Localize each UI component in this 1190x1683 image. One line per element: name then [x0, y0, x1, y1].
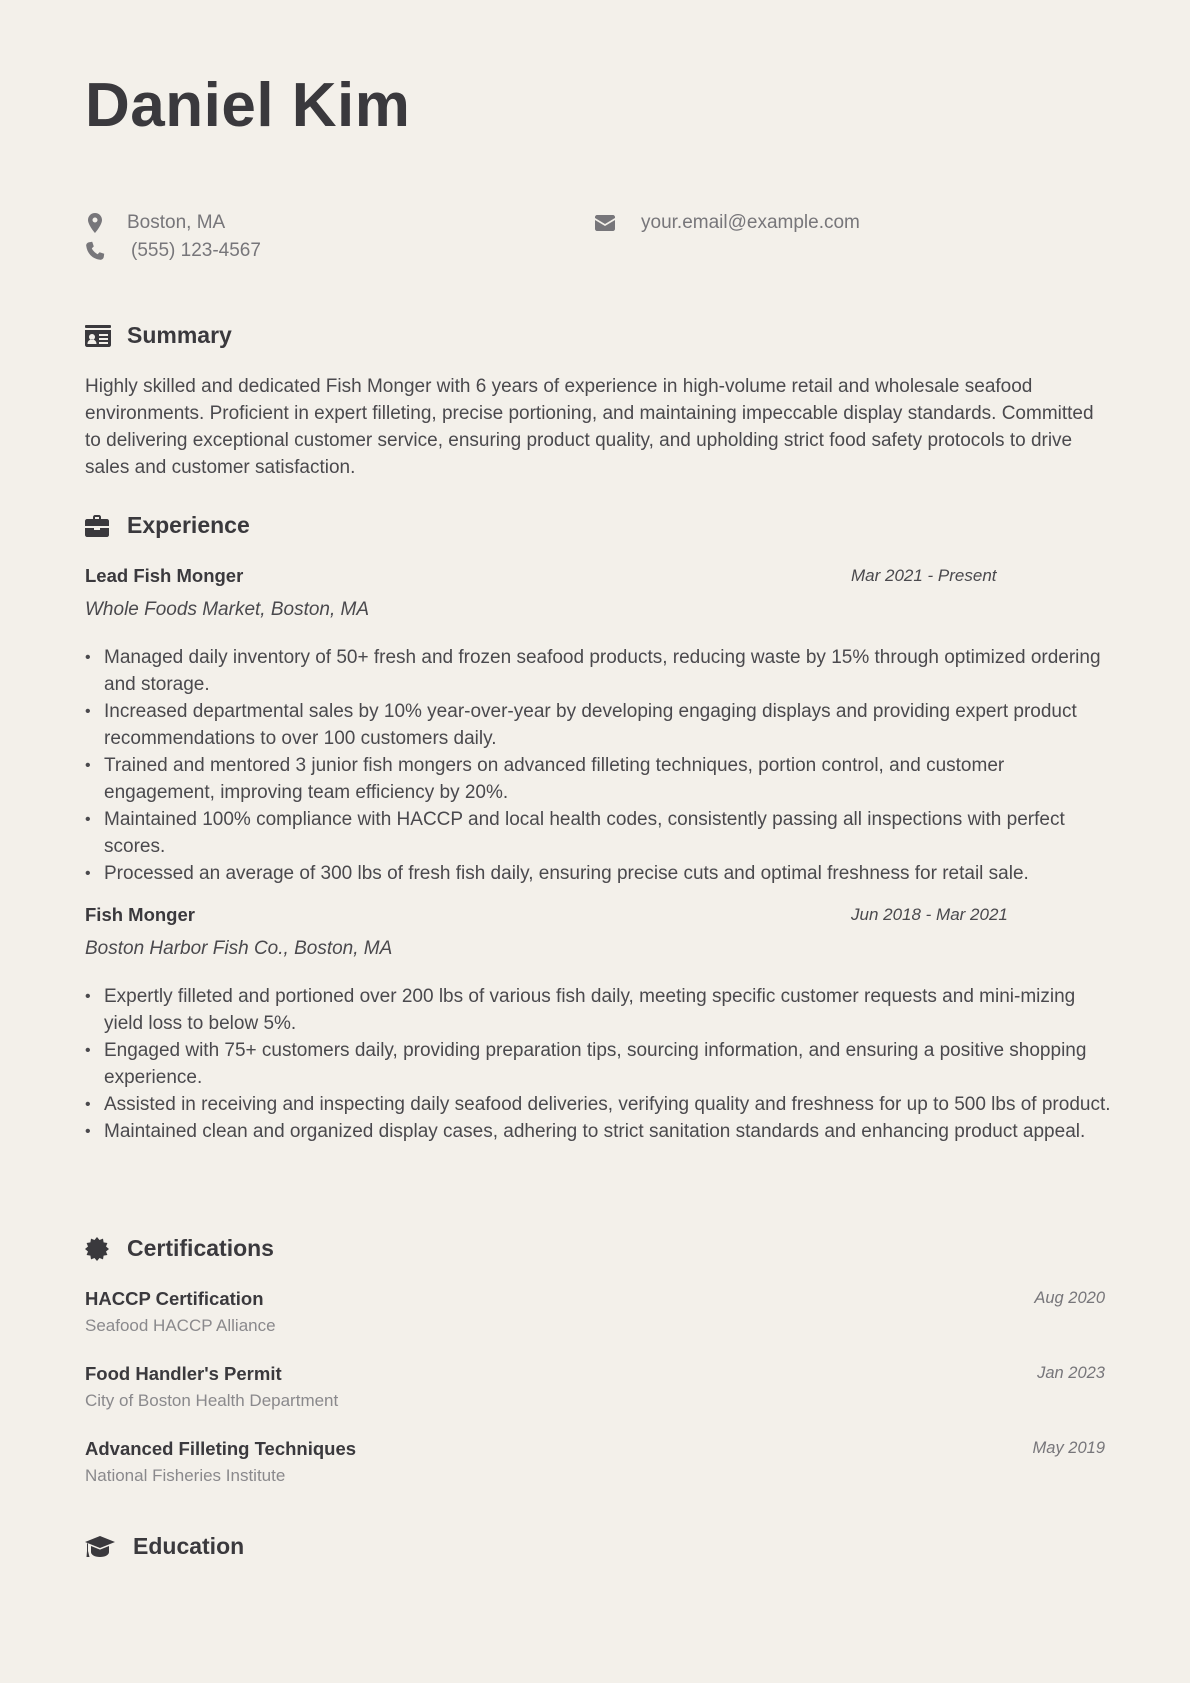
experience-title: Experience — [127, 512, 250, 538]
cert-date: May 2019 — [1032, 1439, 1105, 1457]
phone-icon — [85, 241, 105, 261]
summary-text: Highly skilled and dedicated Fish Monger with 6 years of experience in high-volume retail and wholesale seafood environments. Proficient in expert filleting, precise portioning, and maintaining impeccable display standards. Committed to delivering exceptional customer service, ensuring product quality, and upholding strict food safety protocols to drive sales and customer satisfaction. — [85, 376, 1094, 478]
job-bullet: • Trained and mentored 3 junior fish mongers on advanced filleting techniques, portion control, and customer engagement, improving team efficiency by 20%. — [85, 752, 1115, 806]
job-bullet: • Managed daily inventory of 50+ fresh and frozen seafood products, reducing waste by 15% through optimized ordering and storage. — [85, 644, 1115, 698]
envelope-icon — [595, 213, 615, 233]
education-heading — [85, 1533, 244, 1560]
job-bullet: • Maintained 100% compliance with HACCP and local health codes, consistently passing all inspections with perfect scores. — [85, 806, 1115, 860]
cert-issuer: National Fisheries Institute — [85, 1466, 286, 1485]
cert-date: Aug 2020 — [1034, 1289, 1105, 1307]
candidate-name: Daniel Kim — [85, 71, 411, 140]
certificate-badge-icon — [85, 1236, 113, 1262]
cert-issuer: Seafood HACCP Alliance — [85, 1316, 276, 1335]
summary-title: Summary — [127, 322, 232, 348]
job-title: Lead Fish Monger — [85, 565, 244, 586]
job-company: Whole Foods Market, Boston, MA — [85, 599, 370, 620]
job-bullet: • Increased departmental sales by 10% year-over-year by developing engaging displays and providing expert product recommendations to over 100 customers daily. — [85, 698, 1115, 752]
education-title: Education — [133, 1533, 245, 1559]
map-marker-icon — [85, 213, 105, 233]
contact-location — [85, 212, 225, 234]
contact-email — [595, 212, 860, 234]
summary-heading — [85, 322, 232, 349]
job-dates: Mar 2021 - Present — [851, 566, 997, 585]
cert-name: HACCP Certification — [85, 1288, 264, 1309]
phone-text: (555) 123-4567 — [131, 240, 261, 261]
certifications-heading — [85, 1235, 274, 1262]
cert-date: Jan 2023 — [1037, 1364, 1105, 1382]
certifications-title: Certifications — [127, 1235, 274, 1261]
job-bullet: • Expertly filleted and portioned over 200 lbs of various fish daily, meeting specific customer requests and mini-mizing yield loss to below 5%. — [85, 983, 1115, 1037]
id-card-icon — [85, 323, 113, 349]
cert-name: Food Handler's Permit — [85, 1363, 282, 1384]
email-text[interactable]: your.email@example.com — [641, 212, 860, 233]
job-bullet: • Assisted in receiving and inspecting daily seafood deliveries, verifying quality and freshness for up to 500 lbs of product. — [85, 1091, 1115, 1118]
graduation-cap-icon — [85, 1534, 117, 1560]
job-bullet: • Engaged with 75+ customers daily, providing preparation tips, sourcing information, and ensuring a positive shopping experience. — [85, 1037, 1115, 1091]
contact-phone — [85, 240, 261, 262]
briefcase-icon — [85, 513, 113, 539]
job-bullet: • Maintained clean and organized display cases, adhering to strict sanitation standards and enhancing product appeal. — [85, 1118, 1115, 1145]
job-dates: Jun 2018 - Mar 2021 — [851, 905, 1008, 924]
job-bullets — [85, 983, 1115, 1145]
job-title: Fish Monger — [85, 904, 195, 925]
job-bullets — [85, 644, 1115, 887]
experience-heading — [85, 512, 250, 539]
cert-name: Advanced Filleting Techniques — [85, 1438, 357, 1459]
location-text: Boston, MA — [127, 212, 226, 233]
job-bullet: • Processed an average of 300 lbs of fresh fish daily, ensuring precise cuts and optimal freshness for retail sale. — [85, 860, 1115, 887]
job-company: Boston Harbor Fish Co., Boston, MA — [85, 938, 393, 959]
cert-issuer: City of Boston Health Department — [85, 1391, 339, 1410]
